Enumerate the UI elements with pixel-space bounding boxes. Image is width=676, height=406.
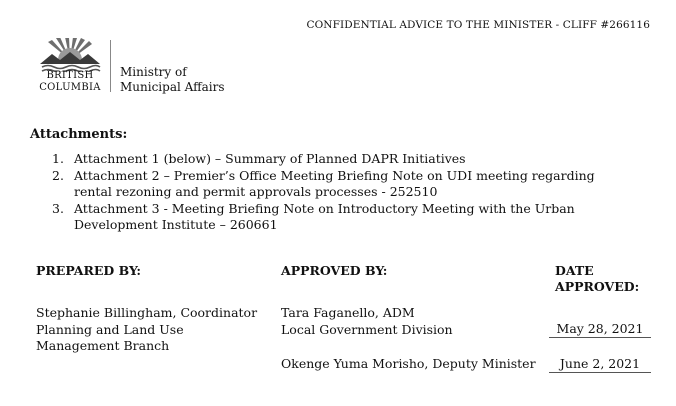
date-label-line2: APPROVED: [555,279,640,294]
ministry-line2: Municipal Affairs [120,80,225,94]
ministry-name [120,65,225,95]
logo-divider [110,40,111,92]
prepared-by-branch: Management Branch [36,338,170,353]
prepared-by-unit: Planning and Land Use [36,321,184,337]
approver2-name: Okenge Yuma Morisho, Deputy Minister [281,356,536,371]
approver1-name: Tara Faganello, ADM [281,305,415,320]
attachments-heading: Attachments: [30,127,128,142]
attachment-number: 2. [52,167,64,183]
attachment-number: 3. [52,200,64,216]
approved-by-label: APPROVED BY: [281,263,388,278]
attachment-item [52,151,632,168]
bc-line2: COLUMBIA [39,82,101,93]
bc-line1: BRITISH [46,70,94,81]
attachments-list [52,151,632,234]
ministry-line1: Ministry of [120,65,187,79]
approver2-date: June 2, 2021 [549,356,651,373]
approver1-block [281,305,453,338]
prepared-by-label: PREPARED BY: [36,263,141,278]
attachment-text: Attachment 2 – Premier’s Office Meeting Briefing Note on UDI meeting regarding rental rezoning and permit approvals processes - 252510 [74,167,595,199]
date-approved-label [555,263,639,295]
prepared-by-name: Stephanie Billingham, Coordinator [36,305,258,320]
approver1-date: May 28, 2021 [549,321,651,338]
bc-logo-wordmark [36,70,104,94]
approver1-division: Local Government Division [281,321,453,337]
attachment-text: Attachment 1 (below) – Summary of Planned DAPR Initiatives [74,151,466,166]
attachment-number: 1. [52,151,64,166]
date-label-line1: DATE [555,263,594,278]
confidential-header: CONFIDENTIAL ADVICE TO THE MINISTER - CLIFF #266116 [306,19,650,31]
attachment-text: Attachment 3 - Meeting Briefing Note on Introductory Meeting with the Urban Development Institute – 260661 [74,200,575,232]
prepared-by-block [36,305,257,355]
attachment-item [52,168,632,201]
attachment-item [52,201,632,234]
